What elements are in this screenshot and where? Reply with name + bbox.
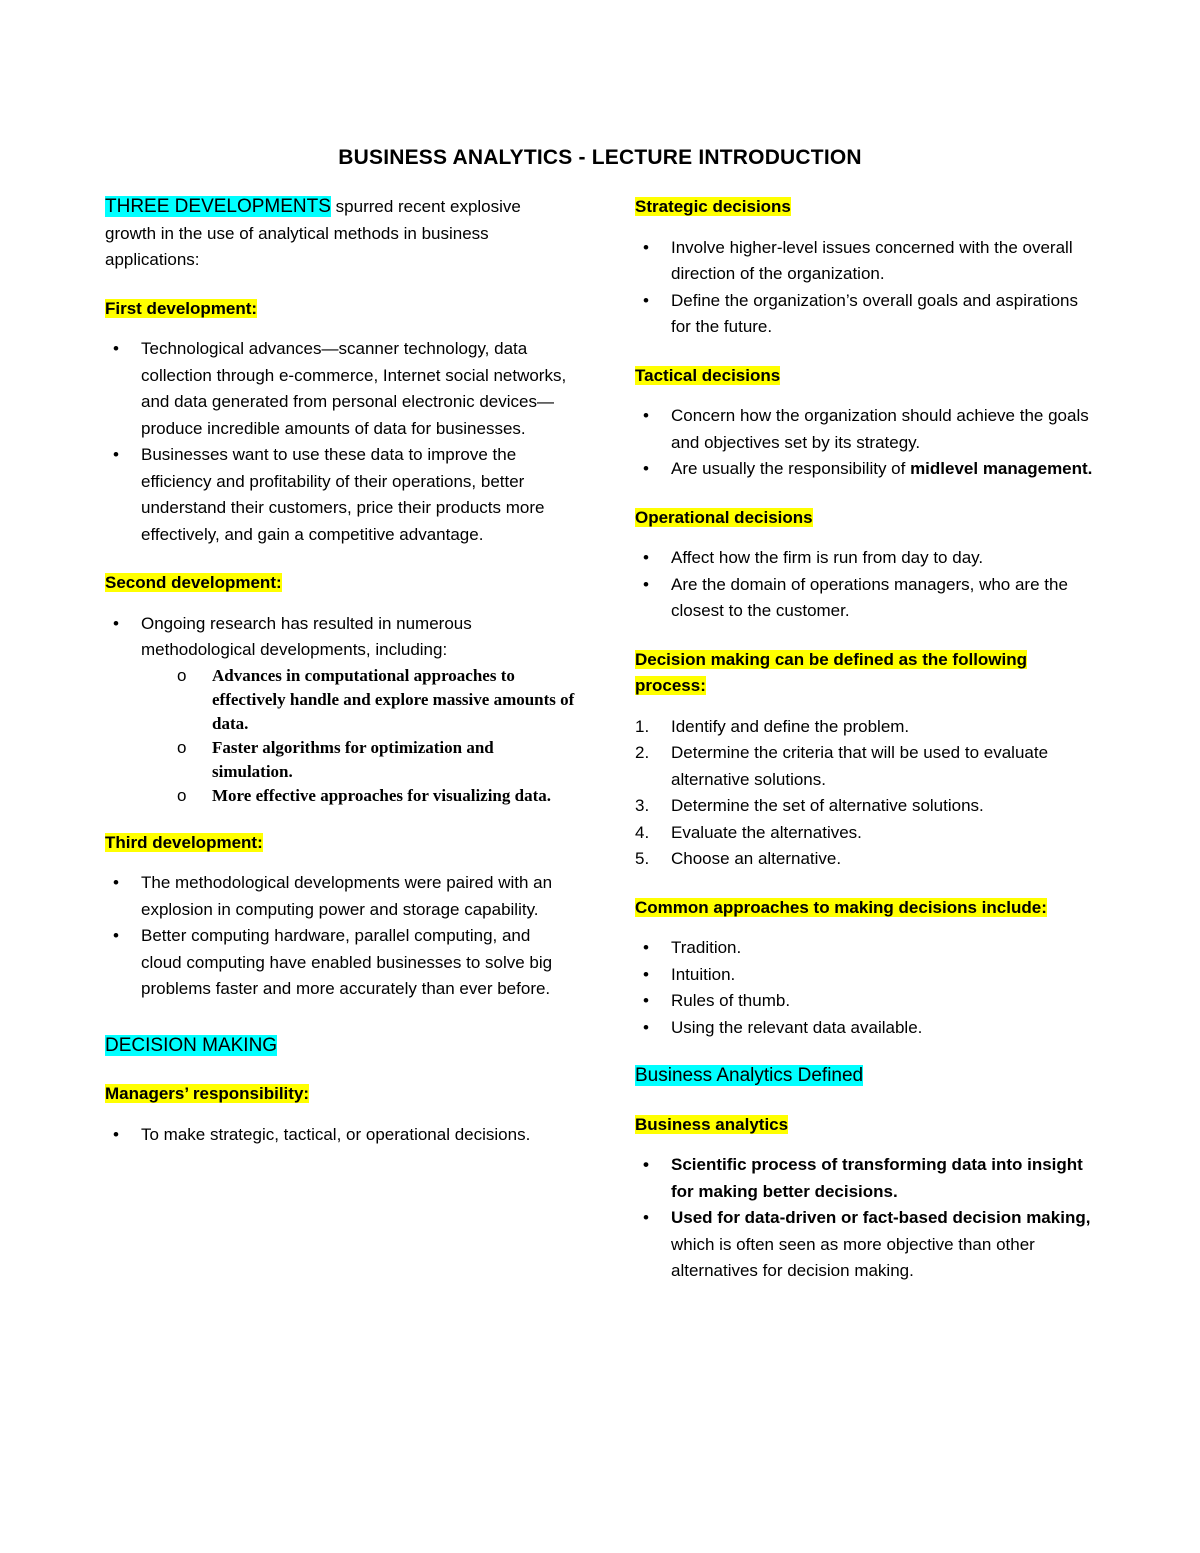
step-number: 2. (635, 743, 650, 762)
list-item: • The methodological developments were paired with an explosion in computing power and storage capability. (105, 870, 575, 923)
list-item (635, 820, 1095, 847)
step-text: Determine the set of alternative solutions. (671, 796, 984, 815)
tactical-decisions-list (635, 403, 1095, 483)
list-item: • Affect how the firm is run from day to day. (635, 545, 1095, 572)
decision-process-heading: Decision making can be defined as the following process: (635, 649, 1028, 695)
list-item: • Define the organization’s overall goals and aspirations for the future. (635, 288, 1095, 341)
decision-making-heading: DECISION MAKING (105, 1034, 278, 1056)
decision-process-list (635, 714, 1095, 873)
intro-paragraph (105, 194, 575, 274)
document-title: BUSINESS ANALYTICS - LECTURE INTRODUCTION (338, 146, 862, 169)
second-development-heading: Second development: (105, 573, 282, 592)
step-number: 4. (635, 822, 650, 842)
list-item (105, 611, 575, 808)
step-number: 3. (635, 796, 650, 815)
list-item: • Involve higher-level issues concerned with the overall direction of the organization. (635, 235, 1095, 288)
step-text: Determine the criteria that will be used to evaluate alternative solutions. (671, 743, 1049, 789)
step-text: Evaluate the alternatives. (671, 822, 862, 842)
midlevel-management-text: midlevel management. (910, 459, 1093, 478)
strategic-decisions-list (635, 235, 1095, 341)
list-item: • Are the domain of operations managers, who are the closest to the customer. (635, 572, 1095, 625)
sub-list-item: o Advances in computational approaches to effectively handle and explore massive amounts of data. (105, 664, 575, 736)
managers-responsibility-heading: Managers’ responsibility: (105, 1084, 310, 1103)
three-developments-highlight: THREE DEVELOPMENTS (105, 196, 331, 217)
list-item: • To make strategic, tactical, or operational decisions. (105, 1122, 575, 1149)
sub-list-item: o Faster algorithms for optimization and simulation. (105, 736, 575, 784)
business-analytics-heading: Business analytics (635, 1114, 789, 1134)
step-text: Identify and define the problem. (671, 716, 910, 736)
list-item: • Technological advances—scanner technology, data collection through e-commerce, Internet social networks, and data generated from personal electronic devices—produce incredible amounts of data for businesses. (105, 336, 575, 442)
tactical-decisions-heading: Tactical decisions (635, 365, 781, 385)
left-column (105, 194, 575, 1148)
list-item (635, 793, 1095, 820)
sub-list (105, 664, 575, 808)
third-development-list (105, 870, 575, 1003)
common-approaches-heading: Common approaches to making decisions include: (635, 897, 1047, 917)
list-item: • Concern how the organization should achieve the goals and objectives set by its strategy. (635, 403, 1095, 456)
list-item (635, 1205, 1095, 1285)
step-number: 5. (635, 849, 650, 868)
managers-responsibility-list (105, 1122, 575, 1149)
list-item: • Using the relevant data available. (635, 1015, 1095, 1042)
intro-text: spurred recent explosive growth in the use of analytical methods in business applications: (105, 197, 521, 269)
list-item: • Tradition. (635, 935, 1095, 962)
list-item: • Intuition. (635, 962, 1095, 989)
step-text: Choose an alternative. (671, 849, 842, 868)
third-development-heading: Third development: (105, 832, 263, 852)
first-development-heading: First development: (105, 298, 258, 318)
list-item: • Rules of thumb. (635, 988, 1095, 1015)
right-column (635, 194, 1095, 1285)
list-item: • Scientific process of transforming data into insight for making better decisions. (635, 1152, 1095, 1205)
list-item: • Better computing hardware, parallel computing, and cloud computing have enabled businesses to solve big problems faster and more accurately than ever before. (105, 923, 575, 1003)
data-driven-text: Used for data-driven or fact-based decision making, (671, 1208, 1091, 1227)
list-item (635, 456, 1095, 483)
operational-decisions-heading: Operational decisions (635, 507, 813, 527)
business-analytics-list (635, 1152, 1095, 1285)
sub-list-item: o More effective approaches for visualizing data. (105, 784, 575, 808)
operational-decisions-list (635, 545, 1095, 625)
business-analytics-defined-heading: Business Analytics Defined (635, 1065, 864, 1086)
common-approaches-list (635, 935, 1095, 1041)
list-item-text: Ongoing research has resulted in numerous methodological developments, including: (141, 613, 472, 659)
list-item-text: Are usually the responsibility of (671, 459, 911, 478)
list-item (635, 740, 1095, 793)
list-item (635, 846, 1095, 873)
list-item (635, 714, 1095, 741)
list-item: • Businesses want to use these data to improve the efficiency and profitability of their operations, better understand their customers, price their products more effectively, and gain a competitive advantage. (105, 442, 575, 548)
list-item-text: which is often seen as more objective than other alternatives for decision making. (671, 1234, 1035, 1280)
step-number: 1. (635, 716, 650, 736)
second-development-list (105, 611, 575, 808)
strategic-decisions-heading: Strategic decisions (635, 197, 791, 216)
first-development-list (105, 336, 575, 548)
